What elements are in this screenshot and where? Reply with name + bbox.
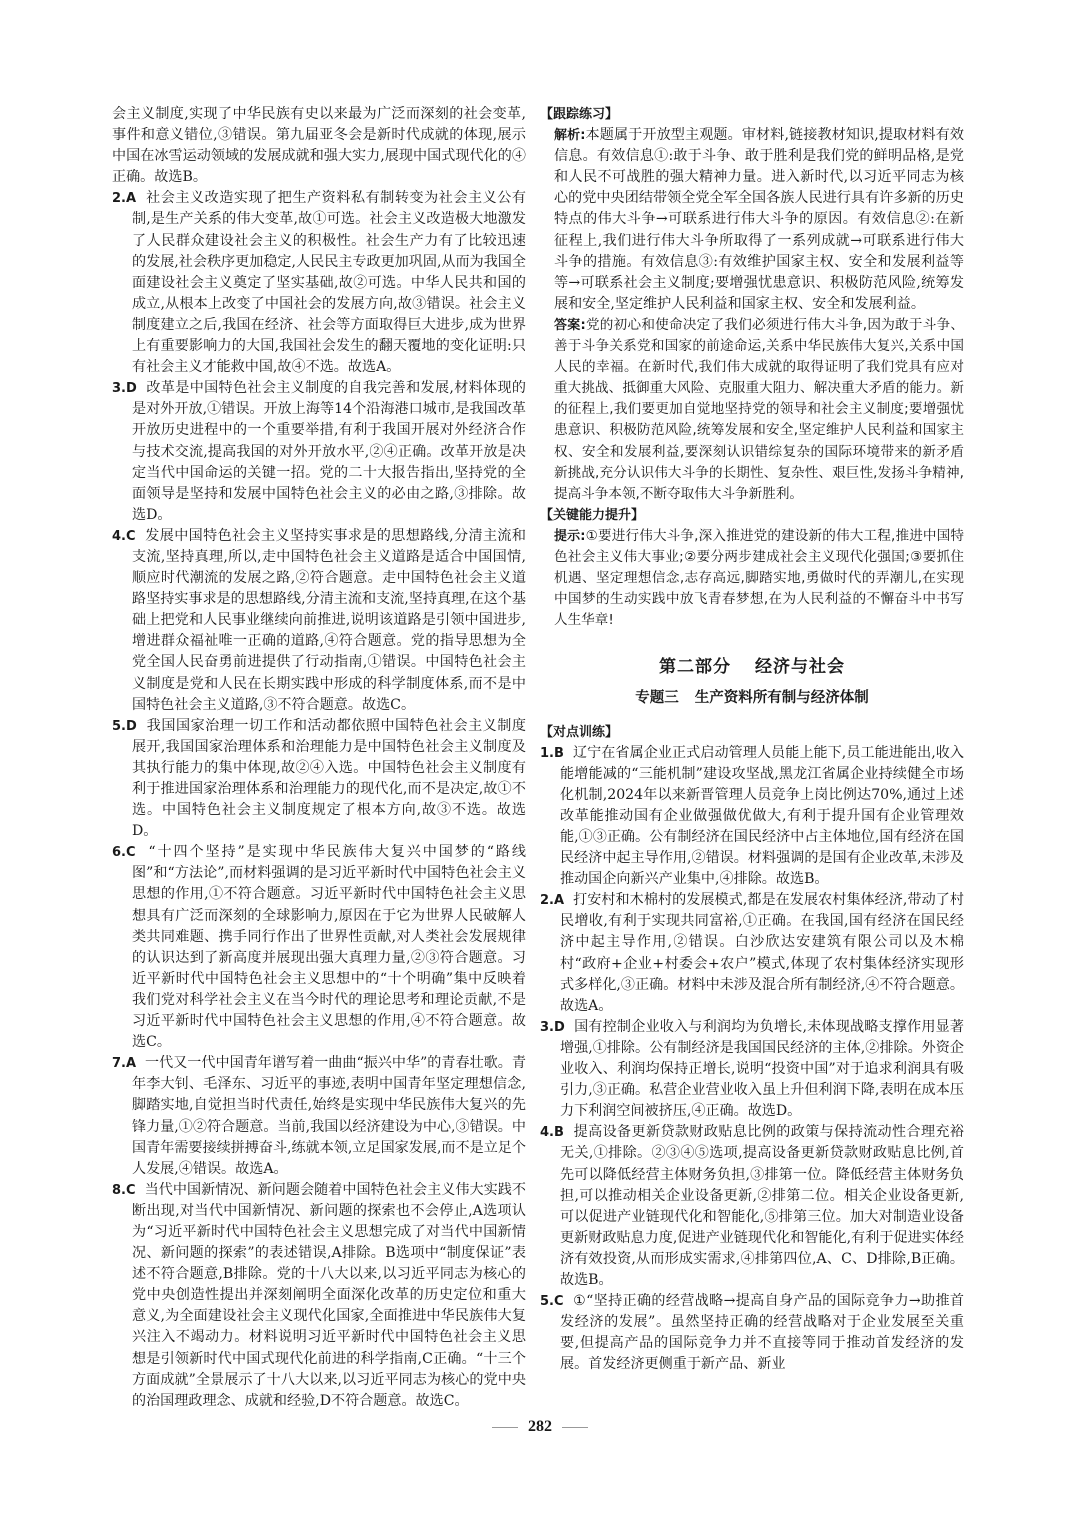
topic-title-number: 专题三: [635, 690, 679, 707]
hint-text: ①要进行伟大斗争,深入推进党的建设新的伟大工程,推进中国特色社会主义伟大事业;②要分两步建成社会主义现代化强国;③要抓住机遇、坚定理想信念,志存高远,脚踏实地,勇做时代的弄潮儿,在实现中国梦的生动实践中放飞青春梦想,在为人民利益的不懈奋斗中书写人生华章!: [554, 527, 965, 629]
answer-text: 当代中国新情况、新问题会随着中国特色社会主义伟大实践不断出现,对当代中国新情况、新问题的探索也不会停止,A选项认为“习近平新时代中国特色社会主义思想完成了对当代中国新情况、新问题的探索”的表述错误,A排除。B选项中“制度保证”表述不符合题意,B排除。党的十八大以来,以习近平同志为核心的党中央创造性提出并深刻阐明全面深化改革的历史定位和重大意义,为全面建设社会主义现代化国家,全面推进中华民族伟大复兴注入不竭动力。材料说明习近平新时代中国特色社会主义思想是引领新时代中国式现代化前进的科学指南,C正确。“十三个方面成就”全景展示了十八大以来,以习近平同志为核心的党中央的治国理政理念、成就和经验,D不符合题意。故选C。: [132, 1181, 526, 1409]
page-number-value: 282: [528, 1418, 552, 1435]
answer-item: [112, 842, 526, 1053]
part-title-name: 经济与社会: [755, 657, 845, 678]
answer-item: [112, 526, 526, 716]
answer-text: 我国国家治理一切工作和活动都依照中国特色社会主义制度展开,我国国家治理体系和治理能力是中国特色社会主义制度及其执行能力的集中体现,故②④入选。中国特色社会主义制度有利于推进国家治理体系和治理能力的现代化,而不是决定,故①不选。中国特色社会主义制度规定了根本方向,故③不选。故选D。: [132, 717, 526, 840]
answer-paragraph: [540, 315, 964, 505]
answer-item: [112, 716, 526, 843]
answer-text: 提高设备更新贷款财政贴息比例的政策与保持流动性合理充裕无关,①排除。②③④⑤选项,提高设备更新贷款财政贴息比例,首先可以降低经营主体财务负担,③排第一位。降低经营主体财务负担,可以推动相关企业设备更新,②排第二位。相关企业设备更新,可以促进产业链现代化和智能化,⑤排第三位。加大对制造业设备更新财政贴息力度,促进产业链现代化和智能化,有利于促进实体经济有效投资,从而形成实需求,④排第四位,A、C、D排除,B正确。故选B。: [560, 1124, 964, 1288]
answer-number: 3.D: [112, 381, 137, 397]
analysis-text: 本题属于开放型主观题。审材料,链接教材知识,提取材料有效信息。有效信息①:敢于斗争、敢于胜利是我们党的鲜明品格,是党和人民不可战胜的强大精神力量。进入新时代,以习近平同志为核心的党中央团结带领全党全军全国各族人民进行具有许多新的历史特点的伟大斗争→可联系进行伟大斗争的原因。有效信息②:在新征程上,我们进行伟大斗争所取得了一系列成就→可联系进行伟大斗争的措施。有效信息③:有效维护国家主权、安全和发展利益等等→可联系社会主义制度;要增强忧患意识、积极防范风险,统筹发展和安全,坚定维护人民利益和国家主权、安全和发展利益。: [554, 127, 964, 312]
analysis-paragraph: [540, 125, 964, 315]
answer-number: 1.B: [540, 745, 564, 761]
answer-item: [540, 1291, 964, 1375]
section-tag-key-ability: 【关键能力提升】: [540, 507, 645, 523]
answer-number: 8.C: [112, 1182, 136, 1198]
answer-text: 辽宁在省属企业正式启动管理人员能上能下,员工能进能出,收入能增能减的“三能机制”建设攻坚战,黑龙江省属企业持续健全市场化机制,2024年以来新晋管理人员竞争上岗比例达70%,通过上述改革能推动国有企业做强做优做大,有利于提升国有企业管理效能,①③正确。公有制经济在国民经济中占主体地位,国有经济在国民经济中起主导作用,②错误。材料强调的是国有企业改革,未涉及推动国企向新兴产业集中,④排除。故选B。: [560, 744, 964, 888]
page-number-dash-left: [492, 1427, 518, 1428]
answer-number: 4.C: [112, 528, 136, 544]
answer-item: [540, 743, 964, 891]
answer-number: 3.D: [540, 1019, 565, 1035]
topic-title: [540, 688, 964, 709]
answer-text: ①“坚持正确的经营战略→提高自身产品的国际竞争力→助推首发经济的发展”。虽然坚持正确的经营战略对于企业发展至关重要,但提高产品的国际竞争力并不直接等同于推动首发经济的发展。首发经济更侧重于新产品、新业: [560, 1293, 964, 1373]
answer-number: 2.A: [112, 191, 137, 207]
hint-label: 提示:: [554, 528, 586, 544]
topic-title-name: 生产资料所有制与经济体制: [694, 690, 869, 707]
answer-item: [112, 1180, 526, 1412]
answer-text: 社会主义改造实现了把生产资料私有制转变为社会主义公有制,是生产关系的伟大变革,故①可选。社会主义改造极大地激发了人民群众建设社会主义的积极性。社会生产力有了比较迅速的发展,社会秩序更加稳定,人民民主专政更加巩固,从而为我国全面建设社会主义奠定了坚实基础,故②可选。中华人民共和国的成立,从根本上改变了中国社会的发展方向,故③错误。社会主义制度建立之后,我国在经济、社会等方面取得巨大进步,成为世界上有重要影响力的大国,我国社会发生的翻天覆地的变化证明:只有社会主义才能救中国,故④不选。故选A。: [132, 190, 526, 376]
answer-text: 国有控制企业收入与利润均为负增长,未体现战略支撑作用显著增强,①排除。公有制经济是我国国民经济的主体,②排除。外资企业收入、利润均保持正增长,说明“投资中国”对于追求利润具有吸引力,③正确。私营企业营业收入虽上升但利润下降,表明在成本压力下利润空间被挤压,④正确。故选D。: [560, 1018, 964, 1120]
answer-label: 答案:: [554, 317, 586, 333]
answer-number: 2.A: [540, 893, 565, 909]
left-column: [112, 104, 526, 1412]
hint-paragraph: [540, 526, 964, 631]
answer-text: “十四个坚持”是实现中华民族伟大复兴中国梦的“路线图”和“方法论”,而材料强调的是习近平新时代中国特色社会主义思想的作用,①不符合题意。习近平新时代中国特色社会主义思想具有广泛而深刻的全球影响力,原因在于它为世界人民破解人类共同难题、携手同行作出了世界性贡献,对人类社会发展规律的认识达到了新高度并展现出强大真理力量,②③符合题意。习近平新时代中国特色社会主义思想中的“十个明确”集中反映着我们党对科学社会主义在当今时代的理论思考和理论贡献,不是习近平新时代中国特色社会主义思想的作用,④不符合题意。故选C。: [132, 844, 526, 1051]
answer-item: [540, 1017, 964, 1122]
right-column: [540, 104, 964, 1375]
answer-number: 7.A: [112, 1056, 137, 1072]
answer-text: 改革是中国特色社会主义制度的自我完善和发展,材料体现的是对外开放,①错误。开放上海等14个沿海港口城市,是我国改革开放历史进程中的一个重要举措,有利于我国开展对外经济合作与技术交流,提高我国的对外开放水平,②④正确。改革开放是决定当代中国命运的关键一招。党的二十大报告指出,坚持党的全面领导是坚持和发展中国特色社会主义的必由之路,③排除。故选D。: [132, 380, 526, 523]
answer-number: 4.B: [540, 1125, 564, 1141]
answer-item: [112, 378, 526, 526]
answer-item: [540, 1122, 964, 1291]
analysis-label: 解析:: [554, 128, 586, 144]
answer-body: 党的初心和使命决定了我们必须进行伟大斗争,因为敢于斗争、善于斗争关系党和国家的前途命运,关系中华民族伟大复兴,关系中国人民的幸福。在新时代,我们伟大成就的取得证明了我们党具有应对重大挑战、抵御重大风险、克服重大阻力、解决重大矛盾的能力。新的征程上,我们要更加自觉地坚持党的领导和社会主义制度;要增强忧患意识、积极防范风险,统筹发展和安全,坚定维护人民利益和国家主权、安全和发展利益,要深刻认识错综复杂的国际环境带来的新矛盾新挑战,充分认识伟大斗争的长期性、复杂性、艰巨性,发扬斗争精神,提高斗争本领,不断夺取伟大斗争新胜利。: [554, 316, 964, 502]
page-number-dash-right: [562, 1427, 588, 1428]
page-number: [0, 1418, 1080, 1436]
left-intro-paragraph: 会主义制度,实现了中华民族有史以来最为广泛而深刻的社会变革,事件和意义错位,③错误。第九届亚冬会是新时代成就的体现,展示中国在冰雪运动领域的发展成就和强大实力,展现中国式现代化的④正确。故选B。: [112, 106, 526, 186]
answer-number: 5.D: [112, 718, 137, 734]
answer-number: 6.C: [112, 845, 136, 861]
answer-text: 发展中国特色社会主义坚持实事求是的思想路线,分清主流和支流,坚持真理,所以,走中国特色社会主义道路是适合中国国情,顺应时代潮流的发展之路,②符合题意。走中国特色社会主义道路坚持实事求是的思想路线,分清主流和支流,坚持真理,在这个基础上把党和人民事业继续向前推进,说明该道路是引领中国进步,增进群众福祉唯一正确的道路,④符合题意。党的指导思想为全党全国人民奋勇前进提供了行动指南,①错误。中国特色社会主义制度是党和人民在长期实践中形成的科学制度体系,而不是中国特色社会主义道路,③不符合题意。故选C。: [132, 527, 526, 713]
part-title-number: 第二部分: [659, 657, 731, 678]
answer-number: 5.C: [540, 1294, 564, 1310]
answer-item: [112, 1053, 526, 1180]
answer-text: 一代又一代中国青年谱写着一曲曲“振兴中华”的青春壮歌。青年李大钊、毛泽东、习近平的事迹,表明中国青年坚定理想信念,脚踏实地,自觉担当时代责任,始终是实现中华民族伟大复兴的先锋力量,①②符合题意。当前,我国以经济建设为中心,③错误。中国青年需要接续拼搏奋斗,练就本领,立足国家发展,而不是立足个人发展,④错误。故选A。: [132, 1055, 526, 1177]
answer-item: [112, 188, 526, 378]
section-tag-tracking-practice: 【跟踪练习】: [540, 107, 619, 122]
part-title: [540, 657, 964, 678]
answer-item: [540, 890, 964, 1017]
answer-text: 打安村和木棉村的发展模式,都是在发展农村集体经济,带动了村民增收,有利于实现共同富裕,①正确。在我国,国有经济在国民经济中起主导作用,②错误。白沙欣达安建筑有限公司以及木棉村“政府+企业+村委会+农户”模式,体现了农村集体经济实现形式多样化,③正确。材料中未涉及混合所有制经济,④不符合题意。故选A。: [560, 892, 964, 1014]
section-tag-point-training: 【对点训练】: [540, 724, 619, 740]
